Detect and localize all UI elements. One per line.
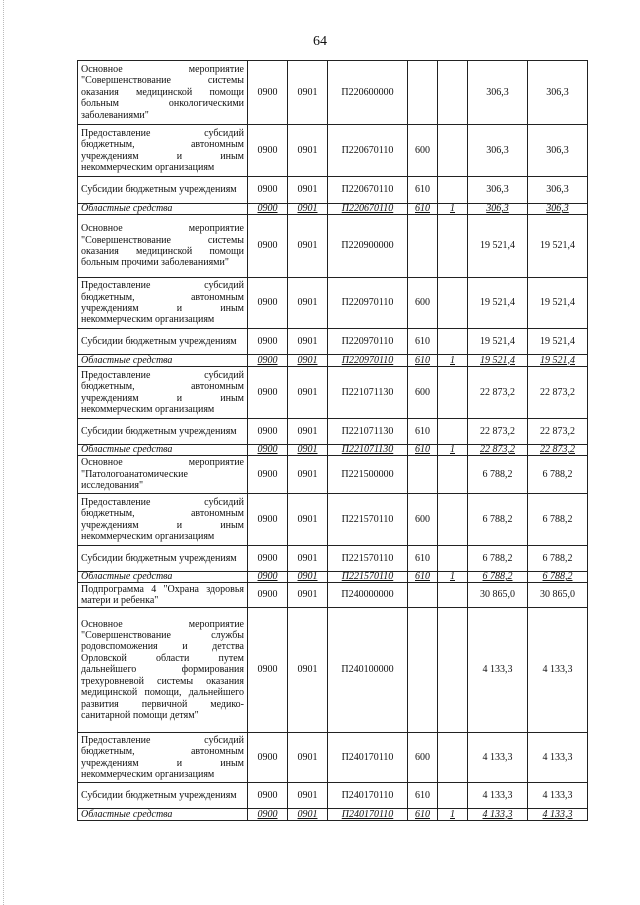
section-code: 0900: [248, 278, 288, 329]
subsection-code: 0901: [288, 278, 328, 329]
expense-type-code: 600: [408, 278, 438, 329]
amount-2: 4 133,3: [528, 783, 588, 809]
amount-1: 30 865,0: [468, 583, 528, 608]
amount-2: 22 873,2: [528, 445, 588, 456]
subsection-code: 0901: [288, 204, 328, 215]
amount-1: 22 873,2: [468, 367, 528, 419]
amount-2: 6 788,2: [528, 456, 588, 494]
subsection-code: 0901: [288, 419, 328, 445]
table-row: [78, 215, 588, 278]
section-code: 0900: [248, 61, 288, 125]
row-name: Основное мероприятие "Совершенствование системы оказания медицинской помощи больным прочими заболеваниями": [78, 215, 248, 278]
amount-1: 19 521,4: [468, 329, 528, 355]
amount-2: 4 133,3: [528, 809, 588, 821]
expense-type-code: [408, 608, 438, 733]
target-article-code: П220970110: [328, 278, 408, 329]
target-article-code: П240100000: [328, 608, 408, 733]
target-article-code: П221500000: [328, 456, 408, 494]
amount-1: 4 133,3: [468, 733, 528, 783]
subsection-code: 0901: [288, 733, 328, 783]
funding-source-code: [438, 367, 468, 419]
section-code: 0900: [248, 445, 288, 456]
subsection-code: 0901: [288, 61, 328, 125]
subsection-code: 0901: [288, 329, 328, 355]
subsection-code: 0901: [288, 445, 328, 456]
subsection-code: 0901: [288, 583, 328, 608]
expense-type-code: 610: [408, 572, 438, 583]
funding-source-code: 1: [438, 204, 468, 215]
section-code: 0900: [248, 809, 288, 821]
expense-type-code: [408, 583, 438, 608]
subsection-code: 0901: [288, 572, 328, 583]
amount-2: 306,3: [528, 125, 588, 177]
row-name: Субсидии бюджетным учреждениям: [78, 329, 248, 355]
funding-source-code: [438, 177, 468, 204]
amount-2: 306,3: [528, 204, 588, 215]
expense-type-code: [408, 215, 438, 278]
amount-1: 6 788,2: [468, 456, 528, 494]
section-code: 0900: [248, 456, 288, 494]
amount-1: 306,3: [468, 204, 528, 215]
amount-2: 19 521,4: [528, 329, 588, 355]
row-name: Областные средства: [78, 355, 248, 367]
amount-2: 19 521,4: [528, 278, 588, 329]
expense-type-code: 610: [408, 355, 438, 367]
expense-type-code: [408, 61, 438, 125]
row-name: Областные средства: [78, 809, 248, 821]
table-row: [78, 494, 588, 546]
expense-type-code: 600: [408, 367, 438, 419]
row-name: Предоставление субсидий бюджетным, автономным учреждениям и иным некоммерческим организациям: [78, 367, 248, 419]
amount-2: 4 133,3: [528, 733, 588, 783]
funding-source-code: 1: [438, 445, 468, 456]
target-article-code: П240000000: [328, 583, 408, 608]
target-article-code: П221570110: [328, 494, 408, 546]
table-row: [78, 572, 588, 583]
expense-type-code: 610: [408, 783, 438, 809]
row-name: Областные средства: [78, 445, 248, 456]
section-code: 0900: [248, 329, 288, 355]
target-article-code: П240170110: [328, 733, 408, 783]
target-article-code: П220900000: [328, 215, 408, 278]
section-code: 0900: [248, 355, 288, 367]
table-row: [78, 733, 588, 783]
section-code: 0900: [248, 125, 288, 177]
table-row: [78, 355, 588, 367]
amount-1: 4 133,3: [468, 783, 528, 809]
expense-type-code: 600: [408, 125, 438, 177]
table-row: [78, 419, 588, 445]
funding-source-code: [438, 125, 468, 177]
expense-type-code: 610: [408, 419, 438, 445]
subsection-code: 0901: [288, 546, 328, 572]
target-article-code: П220970110: [328, 329, 408, 355]
amount-1: 22 873,2: [468, 445, 528, 456]
expense-type-code: 610: [408, 445, 438, 456]
amount-2: 22 873,2: [528, 419, 588, 445]
expense-type-code: 600: [408, 494, 438, 546]
row-name: Субсидии бюджетным учреждениям: [78, 783, 248, 809]
row-name: Основное мероприятие "Совершенствование службы родовспоможения и детства Орловской области путем дальнейшего формирования трехуровневой системы оказания медицинской помощи, дальнейшего развития первичной медико-санитарной помощи детям": [78, 608, 248, 733]
target-article-code: П221570110: [328, 572, 408, 583]
row-name: Предоставление субсидий бюджетным, автономным учреждениям и иным некоммерческим организациям: [78, 494, 248, 546]
amount-2: 19 521,4: [528, 355, 588, 367]
row-name: Областные средства: [78, 204, 248, 215]
table-row: [78, 367, 588, 419]
target-article-code: П220600000: [328, 61, 408, 125]
expense-type-code: 600: [408, 733, 438, 783]
amount-2: 6 788,2: [528, 494, 588, 546]
subsection-code: 0901: [288, 177, 328, 204]
amount-2: 306,3: [528, 177, 588, 204]
section-code: 0900: [248, 572, 288, 583]
table-row: [78, 783, 588, 809]
subsection-code: 0901: [288, 367, 328, 419]
amount-1: 306,3: [468, 125, 528, 177]
amount-2: 6 788,2: [528, 546, 588, 572]
target-article-code: П220670110: [328, 204, 408, 215]
subsection-code: 0901: [288, 494, 328, 546]
amount-2: 30 865,0: [528, 583, 588, 608]
target-article-code: П220670110: [328, 177, 408, 204]
funding-source-code: [438, 419, 468, 445]
section-code: 0900: [248, 367, 288, 419]
target-article-code: П220670110: [328, 125, 408, 177]
table-row: [78, 125, 588, 177]
row-name: Основное мероприятие "Патологоанатомические исследования": [78, 456, 248, 494]
funding-source-code: [438, 546, 468, 572]
target-article-code: П221071130: [328, 419, 408, 445]
funding-source-code: [438, 456, 468, 494]
amount-1: 19 521,4: [468, 278, 528, 329]
table-row: [78, 278, 588, 329]
subsection-code: 0901: [288, 215, 328, 278]
subsection-code: 0901: [288, 809, 328, 821]
amount-1: 19 521,4: [468, 215, 528, 278]
table-row: [78, 61, 588, 125]
table-row: [78, 546, 588, 572]
amount-2: 22 873,2: [528, 367, 588, 419]
row-name: Основное мероприятие "Совершенствование системы оказания медицинской помощи больным онкологическими заболеваниями": [78, 61, 248, 125]
row-name: Областные средства: [78, 572, 248, 583]
section-code: 0900: [248, 204, 288, 215]
table-row: [78, 177, 588, 204]
section-code: 0900: [248, 583, 288, 608]
amount-1: 4 133,3: [468, 809, 528, 821]
target-article-code: П221570110: [328, 546, 408, 572]
table-row: [78, 329, 588, 355]
amount-1: 19 521,4: [468, 355, 528, 367]
target-article-code: П221071130: [328, 445, 408, 456]
amount-2: 19 521,4: [528, 215, 588, 278]
amount-2: 306,3: [528, 61, 588, 125]
funding-source-code: [438, 215, 468, 278]
target-article-code: П220970110: [328, 355, 408, 367]
amount-1: 6 788,2: [468, 494, 528, 546]
table-row: [78, 204, 588, 215]
expense-type-code: [408, 456, 438, 494]
funding-source-code: [438, 494, 468, 546]
table-row: [78, 456, 588, 494]
section-code: 0900: [248, 494, 288, 546]
amount-1: 4 133,3: [468, 608, 528, 733]
target-article-code: П240170110: [328, 809, 408, 821]
table-row: [78, 608, 588, 733]
funding-source-code: [438, 608, 468, 733]
expense-type-code: 610: [408, 177, 438, 204]
row-name: Подпрограмма 4 "Охрана здоровья матери и ребенка": [78, 583, 248, 608]
row-name: Субсидии бюджетным учреждениям: [78, 177, 248, 204]
section-code: 0900: [248, 177, 288, 204]
expense-type-code: 610: [408, 546, 438, 572]
section-code: 0900: [248, 419, 288, 445]
amount-2: 6 788,2: [528, 572, 588, 583]
target-article-code: П221071130: [328, 367, 408, 419]
row-name: Предоставление субсидий бюджетным, автономным учреждениям и иным некоммерческим организациям: [78, 733, 248, 783]
section-code: 0900: [248, 546, 288, 572]
row-name: Предоставление субсидий бюджетным, автономным учреждениям и иным некоммерческим организациям: [78, 125, 248, 177]
table-row: [78, 445, 588, 456]
funding-source-code: [438, 61, 468, 125]
amount-1: 6 788,2: [468, 572, 528, 583]
row-name: Субсидии бюджетным учреждениям: [78, 546, 248, 572]
amount-1: 6 788,2: [468, 546, 528, 572]
funding-source-code: [438, 583, 468, 608]
row-name: Предоставление субсидий бюджетным, автономным учреждениям и иным некоммерческим организациям: [78, 278, 248, 329]
section-code: 0900: [248, 215, 288, 278]
subsection-code: 0901: [288, 355, 328, 367]
funding-source-code: 1: [438, 809, 468, 821]
subsection-code: 0901: [288, 456, 328, 494]
amount-1: 22 873,2: [468, 419, 528, 445]
subsection-code: 0901: [288, 783, 328, 809]
budget-table: [77, 60, 588, 821]
expense-type-code: 610: [408, 329, 438, 355]
page-number: 64: [313, 34, 327, 49]
table-row: [78, 809, 588, 821]
amount-2: 4 133,3: [528, 608, 588, 733]
expense-type-code: 610: [408, 204, 438, 215]
expense-type-code: 610: [408, 809, 438, 821]
funding-source-code: 1: [438, 355, 468, 367]
subsection-code: 0901: [288, 608, 328, 733]
subsection-code: 0901: [288, 125, 328, 177]
funding-source-code: [438, 783, 468, 809]
row-name: Субсидии бюджетным учреждениям: [78, 419, 248, 445]
section-code: 0900: [248, 783, 288, 809]
amount-1: 306,3: [468, 177, 528, 204]
funding-source-code: 1: [438, 572, 468, 583]
funding-source-code: [438, 278, 468, 329]
amount-1: 306,3: [468, 61, 528, 125]
funding-source-code: [438, 329, 468, 355]
table-row: [78, 583, 588, 608]
binding-line: [3, 0, 5, 905]
funding-source-code: [438, 733, 468, 783]
section-code: 0900: [248, 733, 288, 783]
target-article-code: П240170110: [328, 783, 408, 809]
section-code: 0900: [248, 608, 288, 733]
